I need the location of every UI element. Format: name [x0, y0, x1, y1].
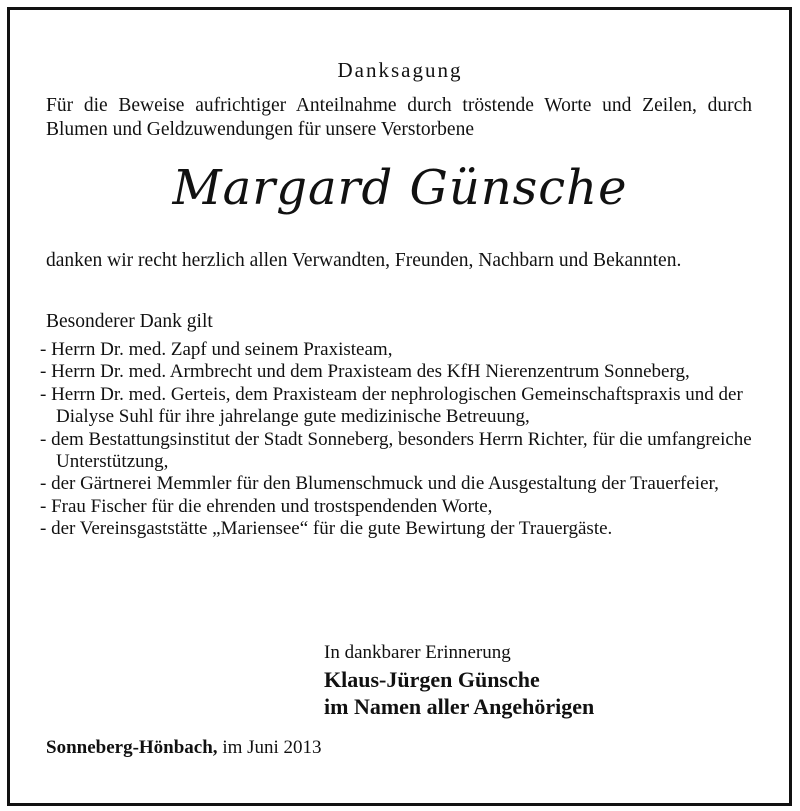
place: Sonneberg-Hönbach, — [46, 737, 218, 758]
date: im Juni 2013 — [222, 737, 322, 758]
list-item: - dem Bestattungsinstitut der Stadt Sonneberg, besonders Herrn Richter, für die umfangreiche Unterstützung, — [40, 428, 752, 473]
signer-block — [324, 666, 594, 720]
special-thanks-heading: Besonderer Dank gilt — [46, 311, 213, 332]
list-item: - Frau Fischer für die ehrenden und trostspendenden Worte, — [40, 495, 493, 517]
intro-text: Für die Beweise aufrichtiger Anteilnahme durch tröstende Worte und Zeilen, durch Blumen und Geldzuwendungen für unsere Verstorbene — [46, 95, 752, 140]
list-item: - der Vereinsgaststätte „Mariensee“ für die gute Bewirtung der Trauergäste. — [40, 518, 613, 540]
list-item: - Herrn Dr. med. Armbrecht und dem Praxisteam des KfH Nierenzentrum Sonneberg, — [40, 361, 690, 383]
list-item: - Herrn Dr. med. Zapf und seinem Praxisteam, — [40, 339, 393, 360]
thanks-line: danken wir recht herzlich allen Verwandten, Freunden, Nachbarn und Bekannten. — [46, 250, 682, 271]
place-date — [46, 736, 322, 760]
special-thanks-list — [40, 339, 760, 541]
signer-relation: im Namen aller Angehörigen — [324, 694, 595, 719]
list-item: - Herrn Dr. med. Gerteis, dem Praxisteam der nephrologischen Gemeinschaftspraxis und der Dialyse Suhl für ihre jahrelange gute medizinische Betreuung, — [40, 383, 743, 428]
signer-name: Klaus-Jürgen Günsche — [324, 667, 540, 692]
closing-line: In dankbarer Erinnerung — [324, 642, 511, 663]
deceased-name: Margard Günsche — [172, 160, 628, 216]
list-item: - der Gärtnerei Memmler für den Blumenschmuck und die Ausgestaltung der Trauerfeier, — [40, 473, 719, 495]
notice-heading: Danksagung — [337, 58, 463, 82]
